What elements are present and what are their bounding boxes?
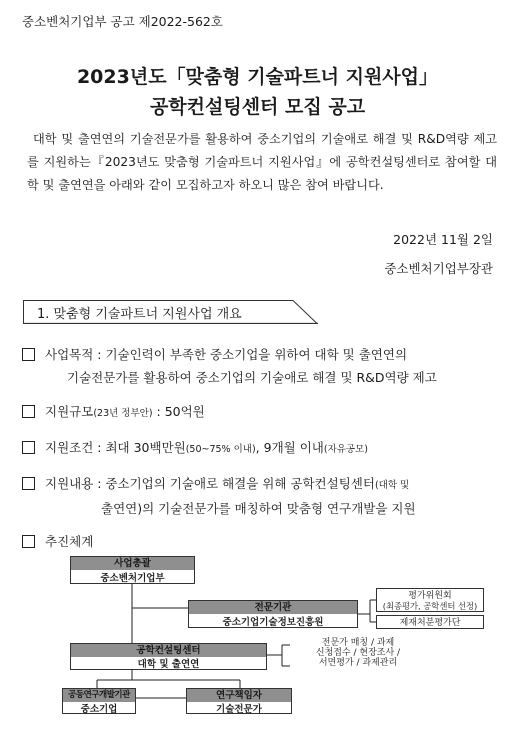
issuer: 중소벤처기업부장관 — [384, 261, 493, 276]
box-sanction — [376, 615, 484, 629]
cond-note: (자유공모) — [323, 444, 368, 455]
system-label: 추진체계 — [45, 534, 94, 549]
intro-paragraph: 대학 및 출연연의 기술전문가를 활용하여 중소기업의 기술애로 해결 및 R&D역량 제고를 지원하는『2023년도 맞춤형 기술파트너 지원사업』에 공학컨설팅센터로 참여할 대학 및 출연연을 아래와 같이 모집하고자 하오니 많은 참여 바랍니다. — [27, 132, 497, 192]
announcement-title: 2023년도「맞춤형 기술파트너 지원사업」 — [76, 66, 439, 88]
announcement-subtitle: 공학컨설팅센터 모집 공고 — [149, 96, 366, 118]
cond-label: 지원조건 : 최대 30백만원 — [45, 440, 186, 455]
box-overall — [70, 556, 195, 584]
center-role-note: 전문가 매칭 / 과제 신청접수 / 현장조사 / 서면평가 / 과제관리 — [315, 638, 401, 668]
joint-body: 중소기업 — [80, 703, 118, 715]
notice-number: 중소벤처기업부 공고 제2022-562호 — [22, 14, 223, 29]
eval-committee: 평가위원회 — [408, 591, 452, 601]
lead-body: 기술전문가 — [216, 703, 262, 715]
content-line1: 지원내용 : 중소기업의 기술애로 해결을 위해 공학컨설팅센터 — [45, 476, 375, 491]
agency-body: 중소기업기술정보진흥원 — [222, 616, 324, 628]
scale-note: (23년 정부안) — [93, 408, 153, 419]
announcement-date: 2022년 11월 2일 — [393, 232, 493, 247]
joint-head: 공동연구개발기관 — [63, 689, 135, 702]
center-body: 대학 및 출연연 — [137, 659, 200, 670]
cond-range: (50~75% 이내) — [185, 444, 256, 455]
lead-head: 연구책임자 — [187, 689, 291, 702]
overall-head: 사업총괄 — [71, 557, 194, 570]
purpose-line1: 사업목적 : 기술인력이 부족한 중소기업을 위하여 대학 및 출연연의 — [45, 347, 408, 362]
purpose-line2: 기술전문가를 활용하여 중소기업의 기술애로 해결 및 R&D역량 제고 — [67, 370, 437, 385]
center-head: 공학컨설팅센터 — [71, 644, 266, 657]
box-eval-committee — [376, 588, 484, 612]
scale-label: 지원규모 — [45, 404, 94, 419]
content-note: (대학 및 — [374, 480, 410, 491]
box-agency — [188, 600, 358, 628]
sanction-panel: 제재처분평가단 — [399, 618, 461, 628]
scale-value: : 50억원 — [152, 404, 205, 419]
cond-mid: , 9개월 이내 — [255, 440, 324, 455]
section-title: 1. 맞춤형 기술파트너 지원사업 개요 — [37, 307, 242, 322]
eval-note: (최종평가, 공학센터 선정) — [382, 601, 478, 611]
box-joint — [62, 688, 136, 714]
box-lead — [186, 688, 292, 714]
box-center — [70, 643, 267, 670]
agency-head: 전문기관 — [189, 601, 357, 614]
content-line2: 출연연)의 기술전문가를 매칭하여 맞춤형 연구개발을 지원 — [101, 501, 416, 516]
overall-body: 중소벤처기업부 — [100, 572, 165, 584]
